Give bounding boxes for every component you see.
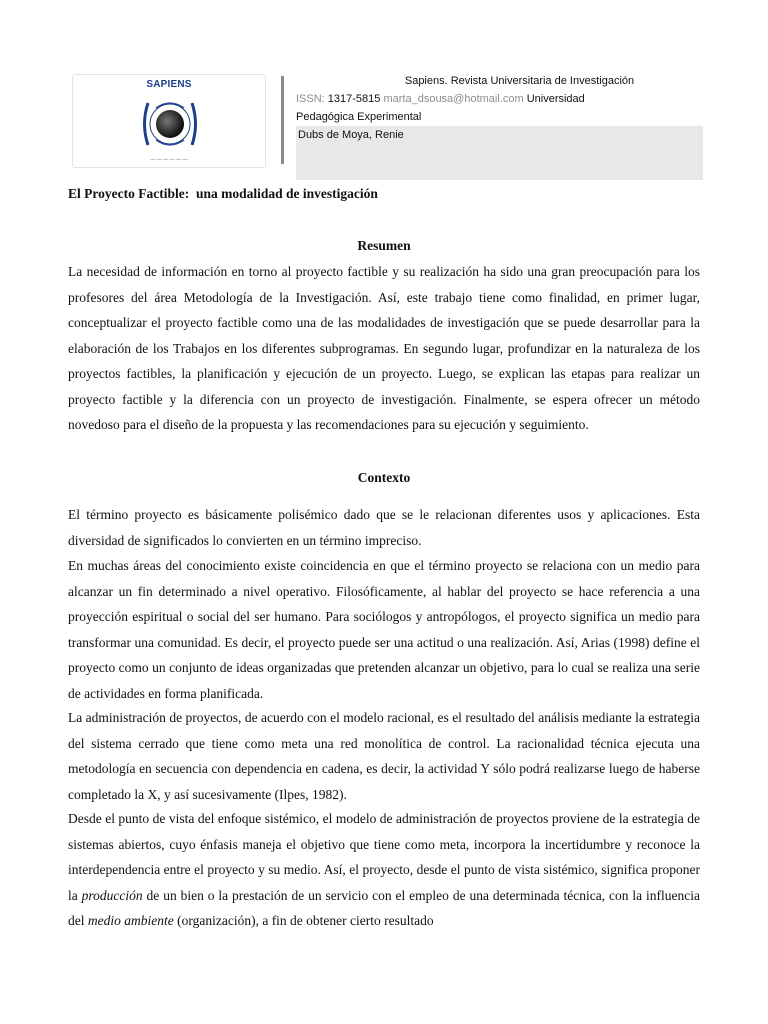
contexto-paragraph-3: La administración de proyectos, de acuerdo con el modelo racional, es el resultado del análisis mediante la estrategia del sistema cerrado que tiene como meta una red monolítica de control. La racionalidad técnica ejecuta una metodología en secuencia con dependencia en cadena, es decir, la actividad Y sólo podrá realizarse luego de haberse completado la X, y así sucesivamente (Ilpes, 1982). — [68, 710, 700, 802]
gray-band — [296, 144, 703, 180]
p4-text-b: de un bien o la prestación de un servicio con el empleo de una determinada técnica, con la influencia del — [68, 887, 700, 928]
contexto-paragraph-2: En muchas áreas del conocimiento existe coincidencia en que el término proyecto se relaciona con un medio para alcanzar un fin determinado a nivel operativo. Filosóficamente, al hablar del proyecto se hace referencia a una proyección espiritual o social del ser humano. Para sociólogos y antropólogos, el proyecto significa un medio para transformar una comunidad. Es decir, el proyecto puede ser una actitud o una realización. Así, Arias (1998) define el proyecto como un conjunto de ideas organizadas que pretenden alcanzar un objetivo, para lo cual se realiza una serie de actividades en forma planificada. — [68, 558, 700, 701]
author-line: Dubs de Moya, Renie — [296, 126, 703, 144]
contexto-heading: Contexto — [357, 470, 411, 485]
journal-name: Sapiens. Revista Universitaria de Investigación — [404, 75, 635, 87]
journal-logo — [72, 74, 266, 168]
header-info — [296, 72, 703, 180]
contexto-paragraph-4 — [68, 806, 700, 934]
p4-text-c: (organización), a fin de obtener cierto resultado — [173, 913, 434, 928]
resumen-paragraph: La necesidad de información en torno al proyecto factible y su realización ha sido una gran preocupación para los profesores del área Metodología de la Investigación. Así, este trabajo tiene como finalidad, en primer lugar, conceptualizar el proyecto factible como una de las modalidades de investigación que se puede desarrollar para la elaboración de los Trabajos en los diferentes subprogramas. En segundo lugar, profundizar en la naturaleza de los proyectos factibles, la planificación y ejecución de un proyecto. Luego, se explican las etapas para realizar un proyecto factible y la diferencia con un proyecto de investigación. Finalmente, se espera ofrecer un método novedoso para el diseño de la propuesta y las recomendaciones para su ejecución y seguimiento. — [68, 264, 700, 432]
logo-seal-icon — [139, 93, 201, 155]
contact-email[interactable]: marta_dsousa@hotmail.com — [383, 93, 524, 105]
logo-title: SAPIENS — [146, 79, 192, 90]
issn-value: 1317-5815 — [327, 93, 381, 105]
p4-emphasis-produccion: producción — [81, 887, 143, 903]
institution-start: Universidad — [526, 93, 585, 105]
p4-emphasis-medio-ambiente: medio ambiente — [87, 913, 174, 928]
resumen-heading: Resumen — [357, 238, 411, 253]
document-title: El Proyecto Factible: una modalidad de investigación — [68, 186, 378, 201]
logo-subtext: — — — — — — — [150, 157, 188, 163]
p4-text-a: Desde el punto de vista del enfoque sistémico, el modelo de administración de proyectos proviene de la estrategia de sistemas abiertos, cuyo énfasis maneja el objetivo que tiene como meta, incorpora la incertidumbre y reconoce la interdependencia entre el proyecto y su medio. Así, el proyecto, desde el punto de vista sistémico, significa proponer la — [68, 811, 700, 903]
issn-line — [296, 90, 703, 108]
institution-line: Pedagógica Experimental — [296, 111, 422, 123]
issn-label: ISSN: — [296, 93, 328, 105]
header-divider — [281, 76, 284, 164]
contexto-paragraph-1: El término proyecto es básicamente polisémico dado que se le relacionan diferentes usos y aplicaciones. Esta diversidad de significados lo convierten en un término impreciso. — [68, 507, 700, 548]
